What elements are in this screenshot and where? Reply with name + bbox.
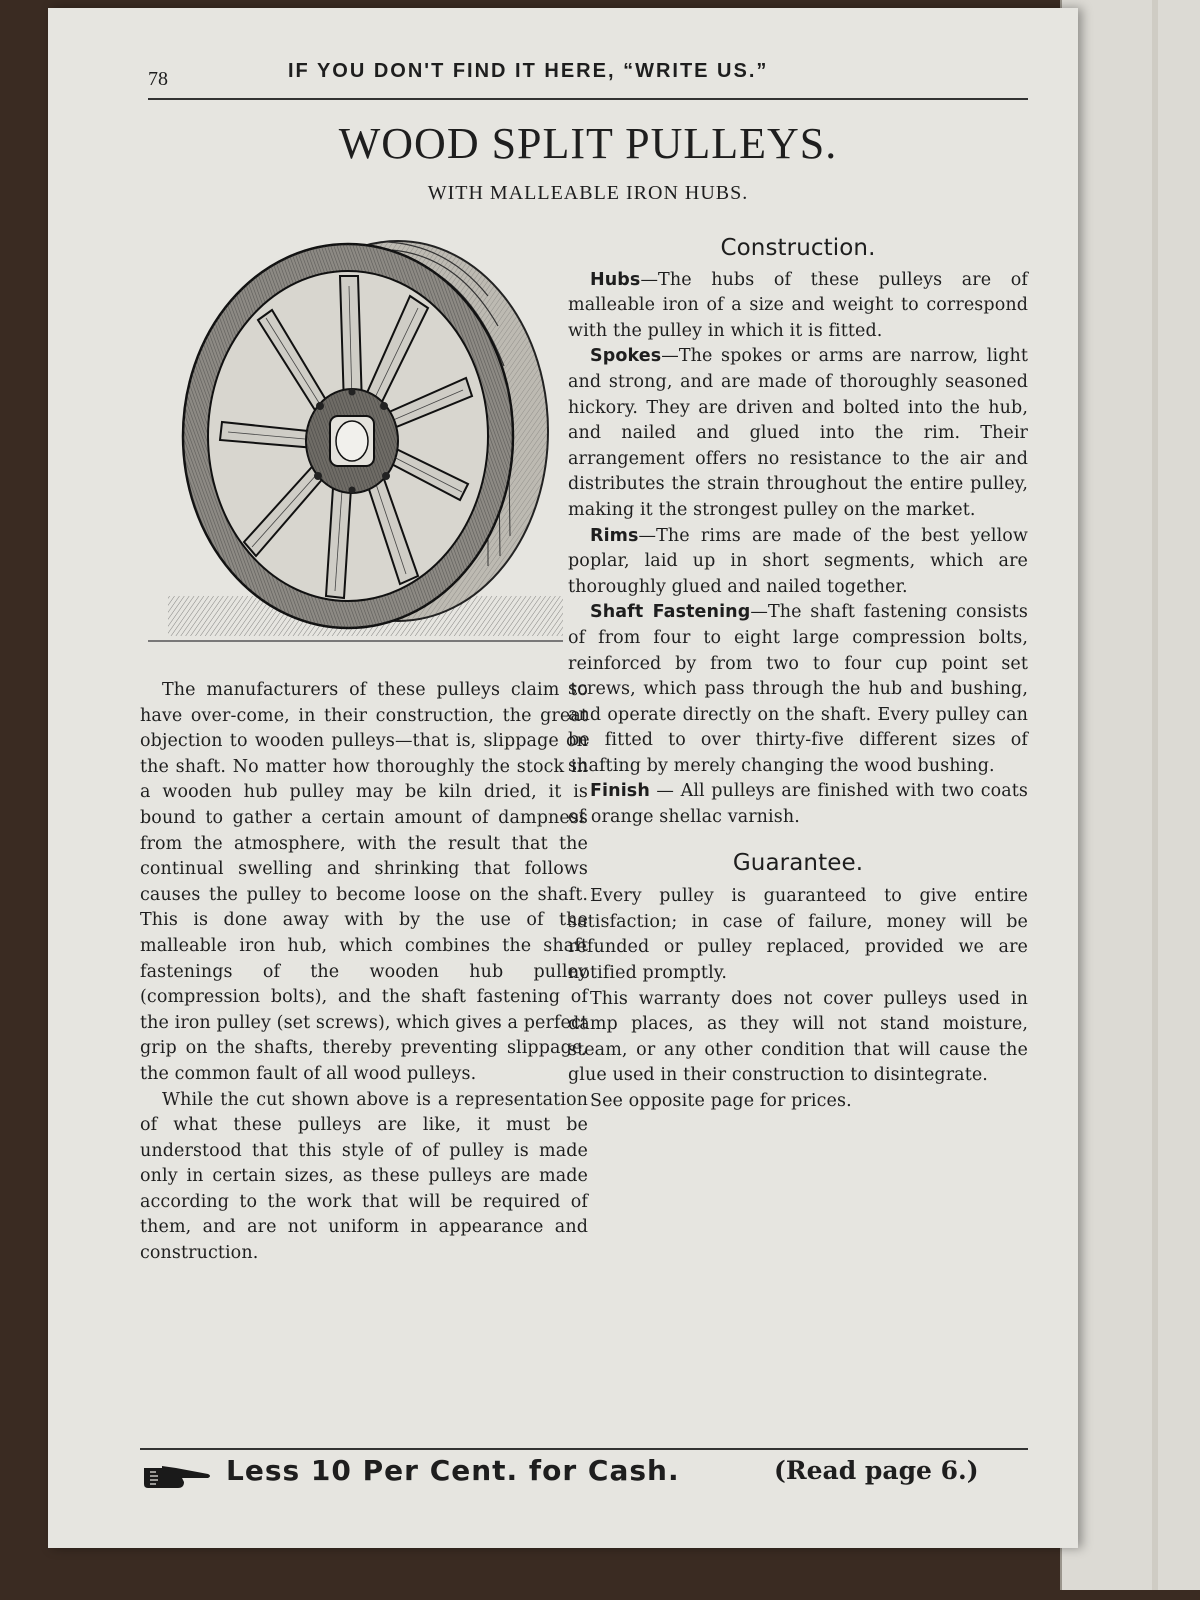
item-text: —The hubs of these pulleys are of malleable iron of a size and weight to correspond with the pulley in which it is fitted.: [568, 269, 1028, 341]
body-paragraph: While the cut shown above is a representation of what these pulleys are like, it must be understood that this style of of pulley is made only in certain sizes, as these pulleys are made according to the work that will be required of them, and are not uniform in appearance and construction.: [140, 1089, 588, 1264]
item-lead: Shaft Fastening: [590, 602, 751, 623]
right-column: [568, 236, 1028, 1115]
guarantee-heading: Guarantee.: [732, 849, 864, 876]
item-lead: Rims: [590, 525, 639, 546]
item-text: —The rims are made of the best yellow poplar, laid up in short segments, which are thoroughly glued and nailed together.: [568, 525, 1028, 597]
item-lead: Spokes: [590, 346, 662, 367]
item-lead: Hubs: [590, 269, 641, 290]
page-fold: [1152, 0, 1158, 1590]
construction-item-shaft-fastening: [568, 600, 1028, 779]
body-paragraph: The manufacturers of these pulleys claim to have over-come, in their construction, the great objection to wooden pulleys—that is, slippage on the shaft. No matter how thoroughly the stock in a wooden hub pulley may be kiln dried, it is bound to gather a certain amount of dampness from the atmosphere, with the result that the continual swelling and shrinking that follows causes the pulley to become loose on the shaft. This is done away with by the use of the malleable iron hub, which combines the shaft fastenings of the wooden hub pulley (compression bolts), and the shaft fastening of the iron pulley (set screws), which gives a perfect grip on the shafts, thereby preventing slippage, the common fault of all wood pulleys.: [140, 680, 588, 1084]
pulley-illustration: [148, 236, 568, 666]
catalog-page: [48, 8, 1078, 1548]
page-header: [148, 58, 1028, 100]
prices-note: See opposite page for prices.: [590, 1091, 852, 1111]
guarantee-paragraph: Every pulley is guaranteed to give entire satisfaction; in case of failure, money will be refunded or pulley replaced, provided we are notified promptly.: [568, 886, 1028, 984]
left-column: [140, 678, 588, 1267]
page-subtitle: WITH MALLEABLE IRON HUBS.: [427, 182, 749, 204]
read-page-reference: (Read page 6.): [774, 1456, 979, 1485]
construction-item-finish: [568, 779, 1028, 830]
construction-item-spokes: [568, 344, 1028, 523]
facing-page-edge: [1060, 0, 1200, 1590]
page-title: WOOD SPLIT PULLEYS.: [338, 119, 838, 168]
guarantee-paragraph: This warranty does not cover pulleys used in damp places, as they will not stand moisture, steam, or any other condition that will cause the glue used in their construction to disintegrate.: [568, 988, 1028, 1086]
item-lead: Finish: [590, 781, 650, 802]
page-number: 78: [148, 68, 168, 90]
construction-heading: Construction.: [720, 235, 876, 261]
item-text: —The shaft fastening consists of from four to eight large compression bolts, reinforced by from two to four cup point set screws, which pass through the hub and bushing, and operate directly on the shaft. Every pulley can be fitted to over thirty-five different sizes of shafting by merely changing the wood bushing.: [568, 602, 1028, 776]
construction-item-hubs: [568, 268, 1028, 345]
construction-item-rims: [568, 524, 1028, 601]
pointing-hand-icon: [142, 1464, 212, 1490]
item-text: —The spokes or arms are narrow, light and strong, and are made of thoroughly seasoned hickory. They are driven and bolted into the hub, and nailed and glued into the rim. Their arrangement offers no resistance to the air and distributes the strain throughout the entire pulley, making it the strongest pulley on the market.: [568, 346, 1028, 520]
page-footer: [140, 1448, 1028, 1502]
item-text: — All pulleys are finished with two coats of orange shellac varnish.: [568, 781, 1028, 828]
running-head: IF YOU DON'T FIND IT HERE, “WRITE US.”: [288, 60, 769, 82]
cash-discount-text: Less 10 Per Cent. for Cash.: [226, 1454, 680, 1487]
